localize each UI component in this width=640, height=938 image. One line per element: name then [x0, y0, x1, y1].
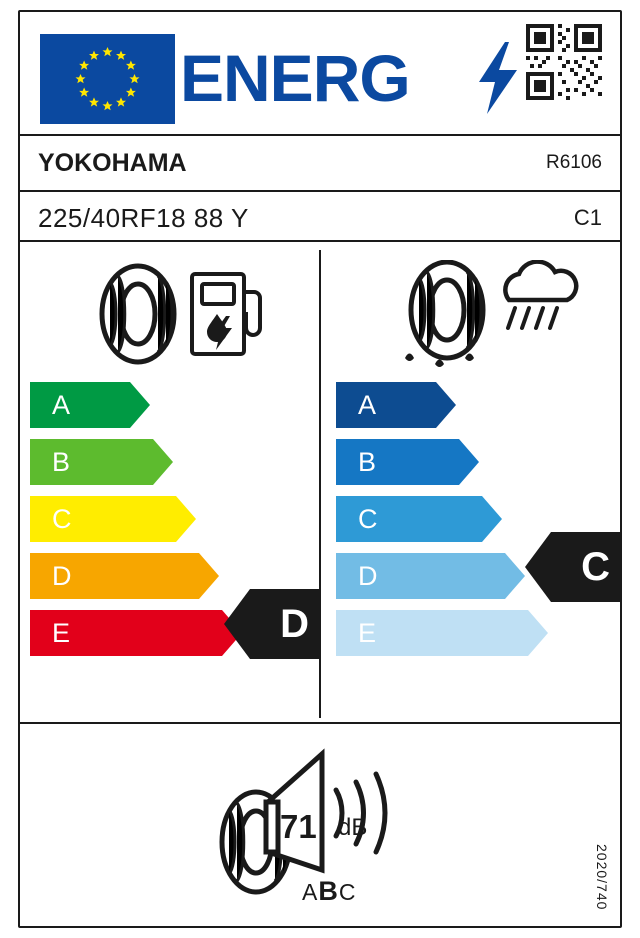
qr-code-icon	[526, 24, 602, 100]
wet-class-letter: A	[358, 389, 377, 420]
tyre-energy-label	[18, 10, 622, 928]
noise-class-a: A	[302, 879, 319, 905]
tyre-class: C1	[573, 205, 602, 230]
wet-grip-result	[525, 532, 620, 602]
brand-name: YOKOHAMA	[38, 149, 187, 177]
wet-result-letter: C	[581, 544, 610, 589]
wet-class-bar-e	[336, 610, 548, 656]
fuel-result-letter: D	[280, 601, 309, 646]
fuel-class-letter: E	[52, 617, 71, 648]
eu-flag-icon	[40, 34, 175, 124]
noise-class-scale	[302, 876, 356, 907]
fuel-class-letter: C	[52, 503, 72, 534]
fuel-class-bar-e	[30, 610, 242, 656]
wet-class-letter: E	[358, 617, 377, 648]
tyre-type-code: R6106	[546, 152, 602, 173]
fuel-class-letter: B	[52, 446, 71, 477]
wet-grip-scale	[336, 382, 548, 667]
noise-unit: dB	[338, 814, 368, 841]
wet-class-bar-b	[336, 439, 548, 485]
fuel-pump-tyre-icon	[88, 260, 268, 368]
fuel-class-bar-a	[30, 382, 242, 428]
wet-class-bar-d	[336, 553, 548, 599]
wet-class-letter: B	[358, 446, 377, 477]
label-header	[20, 12, 620, 134]
regulation-reference: 2020/740	[594, 843, 610, 910]
noise-class-c: C	[338, 879, 357, 905]
tyre-size: 225/40RF18 88 Y	[38, 203, 249, 233]
wet-class-bar-a	[336, 382, 548, 428]
vertical-divider	[319, 250, 321, 718]
fuel-efficiency-result	[224, 589, 319, 659]
wet-class-bar-c	[336, 496, 548, 542]
noise-section	[20, 722, 620, 928]
tyre-size-row	[20, 190, 620, 242]
brand-row	[20, 134, 620, 190]
fuel-efficiency-scale	[30, 382, 242, 667]
rain-cloud-tyre-icon	[395, 260, 580, 370]
lightning-bolt-icon	[475, 42, 519, 114]
noise-class-selected: B	[318, 876, 339, 906]
fuel-class-letter: D	[52, 560, 72, 591]
loudspeaker-tyre-icon	[210, 746, 460, 911]
grading-area	[20, 242, 620, 722]
wet-class-letter: C	[358, 503, 378, 534]
noise-value: 71	[280, 808, 317, 845]
fuel-class-bar-c	[30, 496, 242, 542]
page-title: ENERG	[180, 41, 410, 115]
fuel-class-bar-d	[30, 553, 242, 599]
fuel-class-letter: A	[52, 389, 71, 420]
wet-class-letter: D	[358, 560, 378, 591]
fuel-class-bar-b	[30, 439, 242, 485]
